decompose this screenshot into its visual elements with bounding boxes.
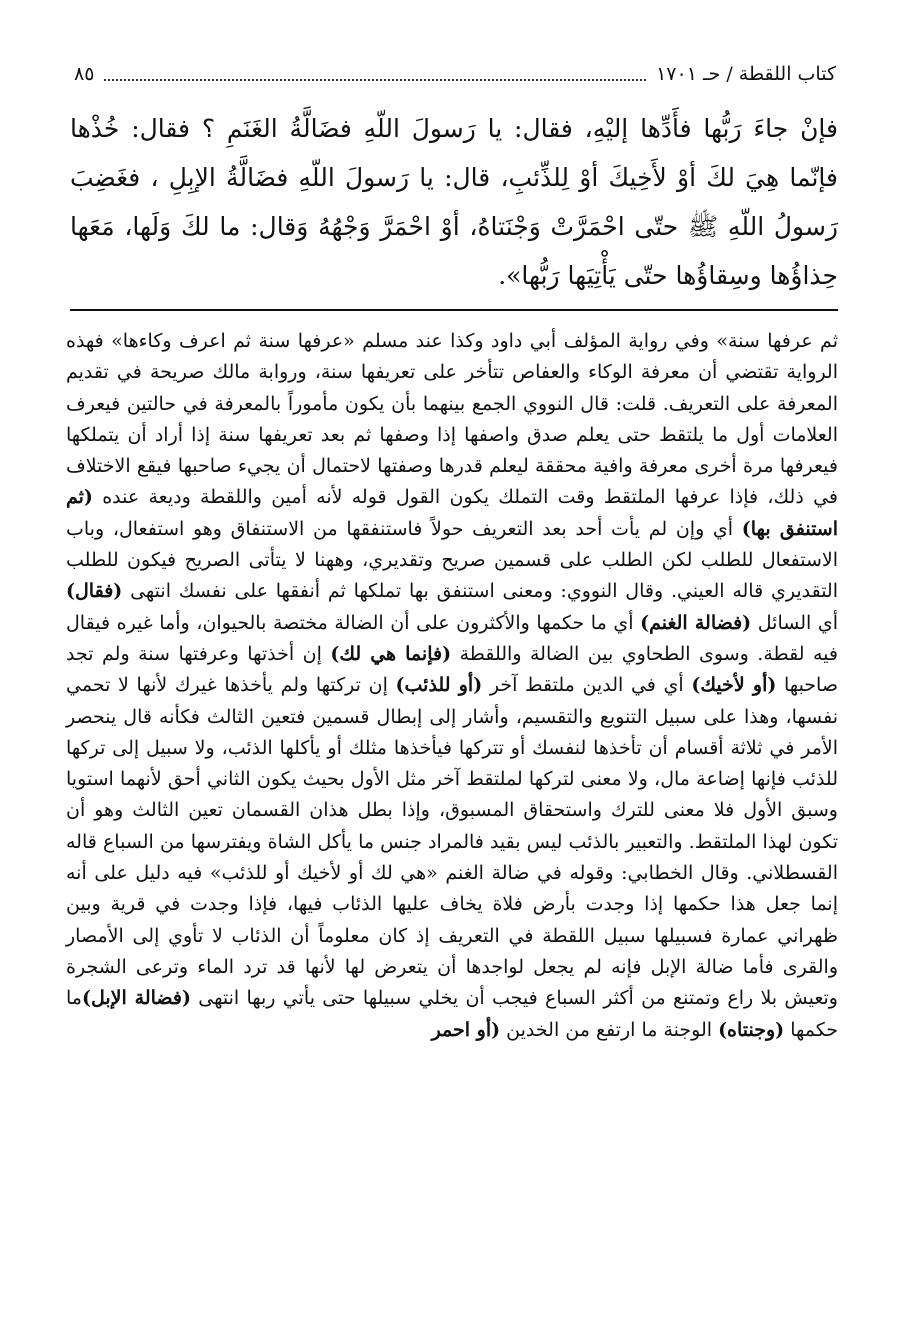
bold-quote: (فإنما هي لك) xyxy=(330,642,452,665)
page-header xyxy=(74,54,836,94)
bold-quote: (فقال) xyxy=(66,580,123,603)
footnote-divider xyxy=(70,309,838,311)
bold-quote: (فضالة الإبل) xyxy=(81,987,191,1010)
commentary-segment: إن أخذتها وعرفتها سنة ولم تجد صاحبها xyxy=(66,642,838,697)
commentary-segment: أي في الدين ملتقط آخر xyxy=(482,674,692,697)
commentary-segment: أي السائل xyxy=(751,611,839,634)
dotted-leader xyxy=(104,79,646,81)
bold-quote: (ثم استنفق بها) xyxy=(66,486,838,540)
commentary-segment: ثم عرفها سنة» وفي رواية المؤلف أبي داود وكذا عند مسلم «عرفها سنة ثم اعرف وكاءها» فهذه الرواية تقتضي أن معرفة الوكاء والعفاص تتأخر على تعريفها سنة، وروابة مالك صريحة في تقديم المعرفة على التعريف. قلت: قال النووي الجمع بينهما بأن يكون مأموراً بالمعرفة في حالتين فيعرف العلامات أول ما يلتقط حتى يعلم صدق واصفها إذا وصفها ثم بعد تعريفها سنة إذا أراد أن يتملكها فيعرفها مرة أخرى معرفة وافية محققة ليعلم قدرها وصفتها لاحتمال أن يجيء صاحبها فيقع الاختلاف في ذلك، فإذا عرفها الملتقط وقت التملك يكون القول قوله لأنه أمين واللقطة وديعة عنده xyxy=(66,330,838,509)
bold-quote: (فضالة الغنم) xyxy=(640,611,752,634)
bold-quote: (أو لأخيك) xyxy=(691,674,777,697)
bold-quote: (أو احمر xyxy=(431,1018,501,1041)
bold-quote: (وجنتاه) xyxy=(718,1018,785,1041)
commentary-segment: إن تركتها ولم يأخذها غيرك لأنها لا تحمي نفسها، وهذا على سبيل التنويع والتقسيم، وأشار إلى إبطال قسمين فتعين الثالث فكأنه قال ينحصر الأمر في ثلاثة أقسام أن تأخذها لنفسك أو تتركها فيأخذها مثلك أو يأكلها الذئب، ولا سبيل إلى تركها للذئب فإنها إضاعة مال، ولا معنى لتركها لملتقط آخر مثل الأول بحيث يكون الثاني أحق لأنهما استويا وسبق الأول فلا معنى للترك واستحقاق المسبوق، وإذا بطل هذان القسمان تعين الثالث وهو أن تكون لهذا الملتقط. والتعبير بالذئب ليس بقيد فالمراد جنس ما يأكل الشاة ويفترسها من السباع قاله القسطلاني. وقال الخطابي: وقوله في ضالة الغنم «هي لك أو لأخيك أو للذئب» فيه دليل على أنه إنما جعل هذا حكمها إذا وجدت بأرض فلاة يخاف عليها الذئاب فيها، فإذا وجدت في قرية وبين ظهراني عمارة فسبيلها سبيل اللقطة في التعريف إذ كان معلوماً أن الذئاب لا تأوي إلى الأمصار والقرى فأما ضالة الإبل فإنه لم يجعل لواجدها أن يتعرض لها لأنها قد ترد الماء وترعى الشجرة وتعيش بلا راع وتمتنع من أكثر السباع فيجب أن يخلي سبيلها حتى يأتي ربها انتهى xyxy=(66,674,838,1010)
bold-quote: (أو للذئب) xyxy=(395,674,483,697)
running-title: كتاب اللقطة / حـ ١٧٠١ xyxy=(656,63,836,85)
commentary-segment: الوجنة ما ارتفع من الخدين xyxy=(500,1018,719,1041)
commentary-text xyxy=(66,326,838,1046)
commentary-segment: ما حكمها xyxy=(66,987,838,1041)
commentary-segment: أي ما حكمها والأكثرون على أن الضالة مختصة بالحيوان، وأما غيره فيقال فيه لقطة. وسوى الطحاوي بين الضالة واللقطة xyxy=(66,611,838,665)
commentary-segment: أي وإن لم يأت أحد بعد التعريف حولاً فاستنفقها من الاستنفاق وهو استفعال، وباب الاستفعال للطلب لكن الطلب على قسمين صريح وتقديري، وههنا لا يتأتى الصريح فيكون للطلب التقديري قاله العيني. وقال النووي: ومعنى استنفق بها تملكها ثم أنفقها على نفسك انتهى xyxy=(66,517,838,603)
page-number: ٨٥ xyxy=(74,63,95,85)
hadith-text: فإنْ جاءَ رَبُّها فأَدِّها إليْهِ، فقال: يا رَسولَ اللّهِ فضَالَّةُ الغَنَمِ ؟ فقال: خُذْها فإنّما هِيَ لكَ أوْ لأَخِيكَ أوْ لِلذِّئبِ، قال: يا رَسولَ اللّهِ فضَالَّةُ الإبِلِ ، فغَضِبَ رَسولُ اللّهِ ﷺ حتّى احْمَرَّتْ وَجْنَتاهُ، أوْ احْمَرَّ وَجْهُهُ وَقال: ما لكَ وَلَها، مَعَها حِذاؤُها وسِقاؤُها حتّى يَأْتِيَها رَبُّها». xyxy=(70,114,838,290)
commentary-paragraph xyxy=(66,326,838,1046)
